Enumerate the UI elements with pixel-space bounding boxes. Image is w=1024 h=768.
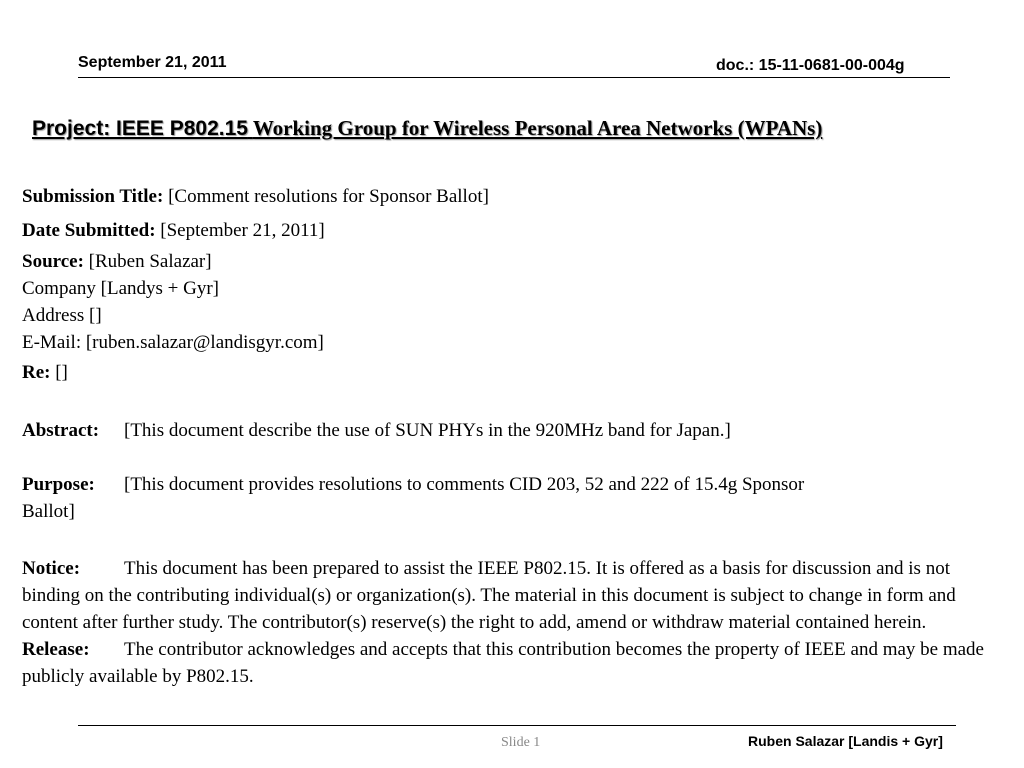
address-line: Address []	[22, 305, 102, 326]
purpose-value-line1: [This document provides resolutions to comments CID 203, 52 and 222 of 15.4g Sponsor	[124, 474, 805, 495]
purpose-label: Purpose:	[22, 474, 95, 495]
footer-author: Ruben Salazar [Landis + Gyr]	[748, 733, 943, 749]
notice-text: This document has been prepared to assist the IEEE P802.15. It is offered as a basis for discussion and is not binding on the contributing individual(s) or organization(s). The material in this document is subject to change in form and content after further study. The contributor(s) reserve(s) the right to add, amend or withdraw material contained herein.	[22, 558, 956, 633]
abstract-row	[22, 420, 731, 442]
company-line: Company [Landys + Gyr]	[22, 278, 219, 299]
email-line: E-Mail: [ruben.salazar@landisgyr.com]	[22, 332, 324, 353]
source-label: Source:	[22, 251, 84, 272]
date-submitted-row	[22, 220, 325, 242]
purpose-row	[22, 474, 804, 496]
source-value: [Ruben Salazar]	[88, 251, 212, 272]
slide-number: Slide 1	[501, 735, 541, 750]
submission-title-label: Submission Title:	[22, 186, 164, 207]
notice-release-block	[22, 555, 1002, 690]
abstract-label: Abstract:	[22, 420, 100, 441]
abstract-value: [This document describe the use of SUN PHYs in the 920MHz band for Japan.]	[124, 420, 731, 441]
purpose-value-line2: Ballot]	[22, 501, 75, 522]
project-title-prefix: Project: IEEE P802.15	[32, 117, 248, 140]
project-title	[32, 116, 822, 141]
submission-title-row	[22, 186, 489, 208]
source-row	[22, 251, 212, 273]
notice-paragraph	[22, 555, 1002, 636]
footer-divider	[78, 725, 956, 726]
notice-label: Notice:	[22, 558, 81, 579]
header-divider	[78, 77, 950, 78]
header-date: September 21, 2011	[78, 54, 227, 71]
release-label: Release:	[22, 639, 90, 660]
re-value: []	[55, 362, 68, 383]
date-submitted-value: [September 21, 2011]	[160, 220, 325, 241]
release-text: The contributor acknowledges and accepts that this contribution becomes the property of IEEE and may be made publicly available by P802.15.	[22, 639, 984, 687]
project-title-suffix: Working Group for Wireless Personal Area Networks (WPANs)	[252, 116, 823, 140]
submission-title-value: [Comment resolutions for Sponsor Ballot]	[168, 186, 489, 207]
release-paragraph	[22, 636, 1002, 690]
re-label: Re:	[22, 362, 51, 383]
date-submitted-label: Date Submitted:	[22, 220, 156, 241]
header-doc-id: doc.: 15-11-0681-00-004g	[716, 57, 905, 74]
re-row	[22, 362, 68, 384]
